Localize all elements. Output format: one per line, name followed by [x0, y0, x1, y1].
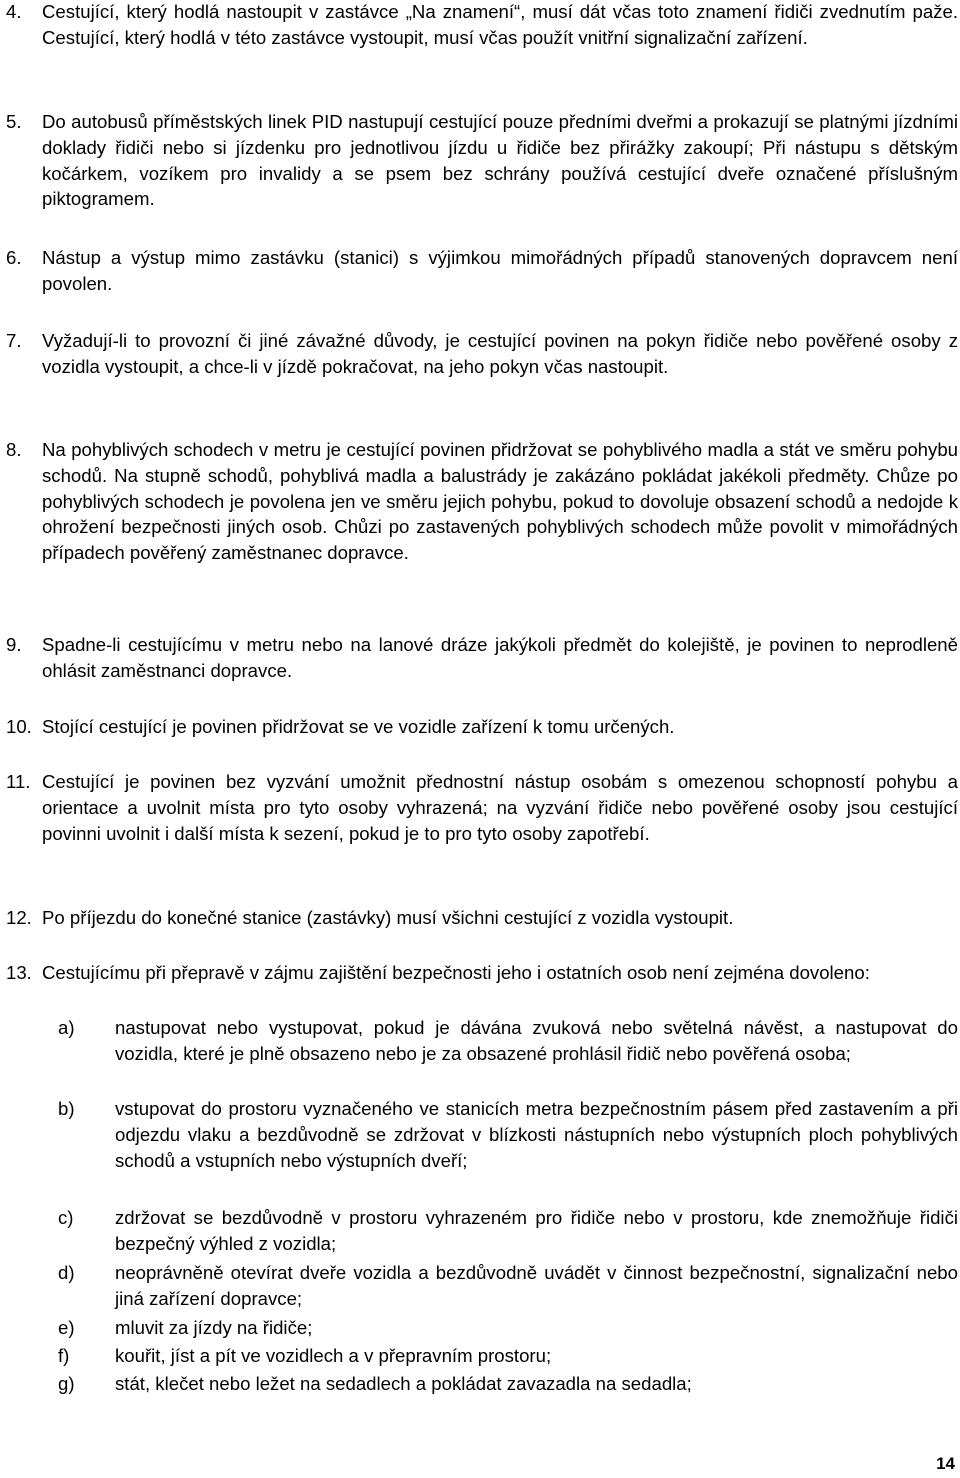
item-text: Spadne-li cestujícímu v metru nebo na lanové dráze jakýkoli předmět do kolejiště, je povinen to neprodleně ohlásit zaměstnanci dopravce. — [42, 634, 958, 681]
item-text: Nástup a výstup mimo zastávku (stanici) s výjimkou mimořádných případů stanovených dopravcem není povolen. — [42, 247, 958, 294]
sub-list-item — [58, 1205, 958, 1257]
sub-list-item — [58, 1015, 958, 1067]
item-text: Stojící cestující je povinen přidržovat se ve vozidle zařízení k tomu určených. — [42, 716, 675, 737]
item-number: 13. — [6, 962, 32, 983]
sub-item-text: mluvit za jízdy na řidiče; — [115, 1317, 313, 1338]
list-item — [6, 328, 958, 380]
list-item — [6, 0, 958, 51]
item-text: Cestující, který hodlá nastoupit v zastávce „Na znamení“, musí dát včas toto znamení řidiči zvednutím paže. Cestující, který hodlá v této zastávce vystoupit, musí včas použít vnitřní signalizační zařízení. — [42, 1, 958, 48]
sub-item-text: zdržovat se bezdůvodně v prostoru vyhrazeném pro řidiče nebo v prostoru, kde znemožňuje řidiči bezpečný výhled z vozidla; — [115, 1207, 958, 1254]
sub-item-letter: f) — [58, 1345, 70, 1366]
list-item — [6, 245, 958, 297]
item-text: Do autobusů příměstských linek PID nastupují cestující pouze předními dveřmi a prokazují se platnými jízdními doklady řidiči nebo si jízdenku pro jednotlivou jízdu u řidiče bez přirážky zakoupí; Při nástupu s dětským kočárkem, vozíkem pro invalidy a se psem bez schrány používá cestující dveře označené příslušným piktogramem. — [42, 111, 958, 210]
sub-list-item — [58, 1260, 958, 1312]
item-number: 10. — [6, 716, 32, 737]
sub-item-letter: e) — [58, 1317, 75, 1338]
item-number: 7. — [6, 330, 22, 351]
sub-item-text: stát, klečet nebo ležet na sedadlech a pokládat zavazadla na sedadla; — [115, 1373, 692, 1394]
sub-item-text: nastupovat nebo vystupovat, pokud je dávána zvuková nebo světelná návěst, a nastupovat do vozidla, které je plně obsazeno nebo je za obsazené prohlásil řidič nebo pověřená osoba; — [115, 1017, 958, 1064]
item-number: 9. — [6, 634, 22, 655]
sub-list-item — [58, 1096, 958, 1173]
sub-item-text: neoprávněně otevírat dveře vozidla a bezdůvodně uvádět v činnost bezpečnostní, signalizační nebo jiná zařízení dopravce; — [115, 1262, 958, 1309]
item-number: 12. — [6, 907, 32, 928]
item-text: Vyžadují-li to provozní či jiné závažné důvody, je cestující povinen na pokyn řidiče nebo pověřené osoby z vozidla vystoupit, a chce-li v jízdě pokračovat, na jeho pokyn včas nastoupit. — [42, 330, 958, 377]
sub-item-letter: d) — [58, 1262, 75, 1283]
item-text: Cestujícímu při přepravě v zájmu zajištění bezpečnosti jeho i ostatních osob není zejména dovoleno: — [42, 962, 870, 983]
sub-list-item — [58, 1371, 958, 1397]
sub-list-item — [58, 1315, 958, 1341]
item-text: Po příjezdu do konečné stanice (zastávky) musí všichni cestující z vozidla vystoupit. — [42, 907, 734, 928]
sub-item-letter: g) — [58, 1373, 75, 1394]
list-item — [6, 905, 958, 931]
list-item — [6, 714, 958, 740]
list-item — [6, 437, 958, 566]
list-item — [6, 632, 958, 684]
item-number: 5. — [6, 111, 22, 132]
item-number: 4. — [6, 1, 22, 22]
item-text: Cestující je povinen bez vyzvání umožnit přednostní nástup osobám s omezenou schopností pohybu a orientace a uvolnit místa pro tyto osoby vyhrazená; na vyzvání řidiče nebo pověřené osoby jsou cestující povinni uvolnit i další místa k sezení, pokud je to pro tyto osoby zapotřebí. — [42, 771, 958, 844]
list-item — [6, 109, 958, 212]
sub-item-text: kouřit, jíst a pít ve vozidlech a v přepravním prostoru; — [115, 1345, 552, 1366]
sub-item-letter: b) — [58, 1098, 75, 1119]
page-number: 14 — [936, 1454, 955, 1473]
list-item — [6, 960, 958, 986]
item-text: Na pohyblivých schodech v metru je cestující povinen přidržovat se pohyblivého madla a stát ve směru pohybu schodů. Na stupně schodů, pohyblivá madla a balustrády je zakázáno pokládat jakékoli předměty. Chůze po pohyblivých schodech je povolena jen ve směru jejich pohybu, pokud to dovoluje obsazení schodů a nedojde k ohrožení bezpečnosti jiných osob. Chůzi po zastavených pohyblivých schodech může povolit v mimořádných případech pověřený zaměstnanec dopravce. — [42, 439, 958, 564]
item-number: 6. — [6, 247, 22, 268]
item-number: 11. — [6, 771, 31, 792]
sub-item-letter: c) — [58, 1207, 74, 1228]
sub-item-letter: a) — [58, 1017, 75, 1038]
list-item — [6, 769, 958, 846]
sub-item-text: vstupovat do prostoru vyznačeného ve stanicích metra bezpečnostním pásem před zastavením a při odjezdu vlaku a bezdůvodně se zdržovat v blízkosti nástupních nebo výstupních ploch pohyblivých schodů a vstupních nebo výstupních dveří; — [115, 1098, 958, 1171]
sub-list-item — [58, 1343, 958, 1369]
item-number: 8. — [6, 439, 22, 460]
